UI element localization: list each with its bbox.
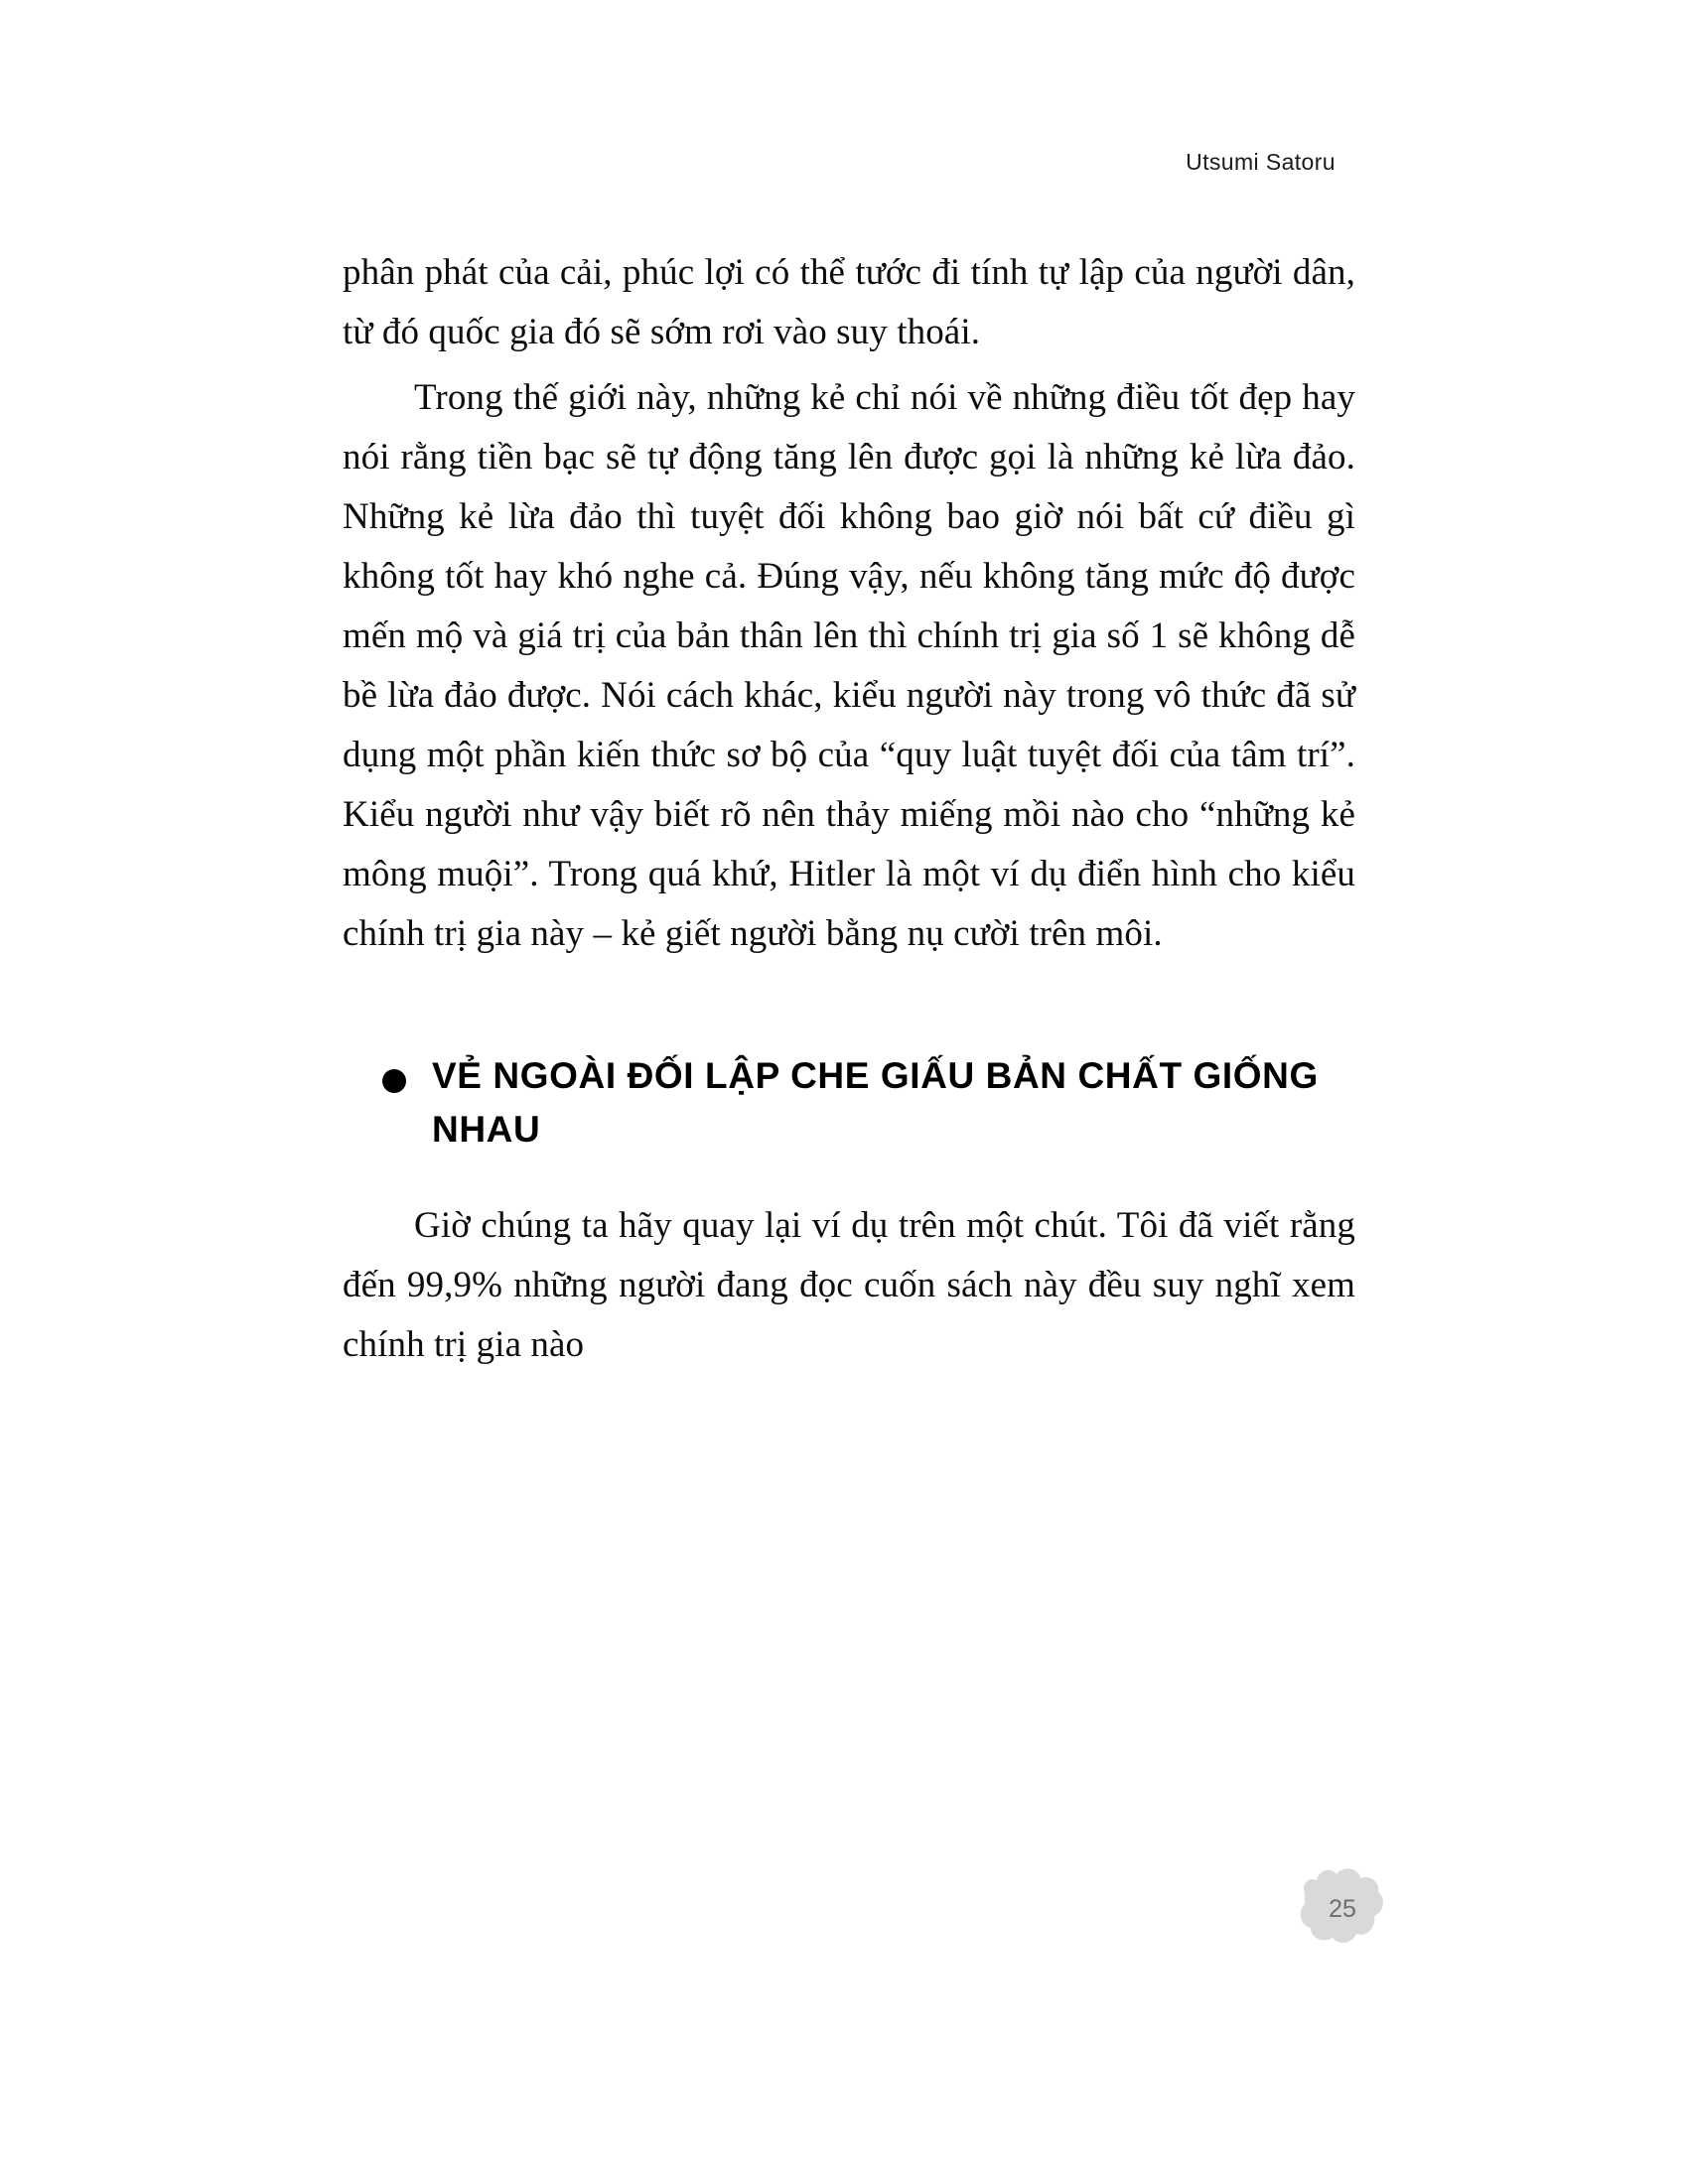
bullet-dot-icon xyxy=(382,1069,406,1093)
running-head: Utsumi Satoru xyxy=(1186,149,1336,175)
paragraph-continuation: phân phát của cải, phúc lợi có thể tước đi tính tự lập của người dân, từ đó quốc gia đó sẽ sớm rơi vào suy thoái. xyxy=(343,252,1355,352)
section-heading-text: VẺ NGOÀI ĐỐI LẬP CHE GIẤU BẢN CHẤT GIỐNG NHAU xyxy=(432,1055,1319,1150)
paragraph-body-2: Giờ chúng ta hãy quay lại ví dụ trên một chút. Tôi đã viết rằng đến 99,9% những người đang đọc cuốn sách này đều suy nghĩ xem chính trị gia nào xyxy=(343,1205,1355,1365)
page-number: 25 xyxy=(1329,1894,1356,1923)
section-heading xyxy=(343,1049,1355,1157)
page-number-badge xyxy=(1295,1860,1390,1950)
page-content xyxy=(343,243,1355,1375)
paragraph-body-1: Trong thế giới này, những kẻ chỉ nói về những điều tốt đẹp hay nói rằng tiền bạc sẽ tự động tăng lên được gọi là những kẻ lừa đảo. Những kẻ lừa đảo thì tuyệt đối không bao giờ nói bất cứ điều gì không tốt hay khó nghe cả. Đúng vậy, nếu không tăng mức độ được mến mộ và giá trị của bản thân lên thì chính trị gia số 1 sẽ không dễ bề lừa đảo được. Nói cách khác, kiểu người này trong vô thức đã sử dụng một phần kiến thức sơ bộ của “quy luật tuyệt đối của tâm trí”. Kiểu người như vậy biết rõ nên thảy miếng mồi nào cho “những kẻ mông muội”. Trong quá khứ, Hitler là một ví dụ điển hình cho kiểu chính trị gia này – kẻ giết người bằng nụ cười trên môi. xyxy=(343,377,1355,954)
